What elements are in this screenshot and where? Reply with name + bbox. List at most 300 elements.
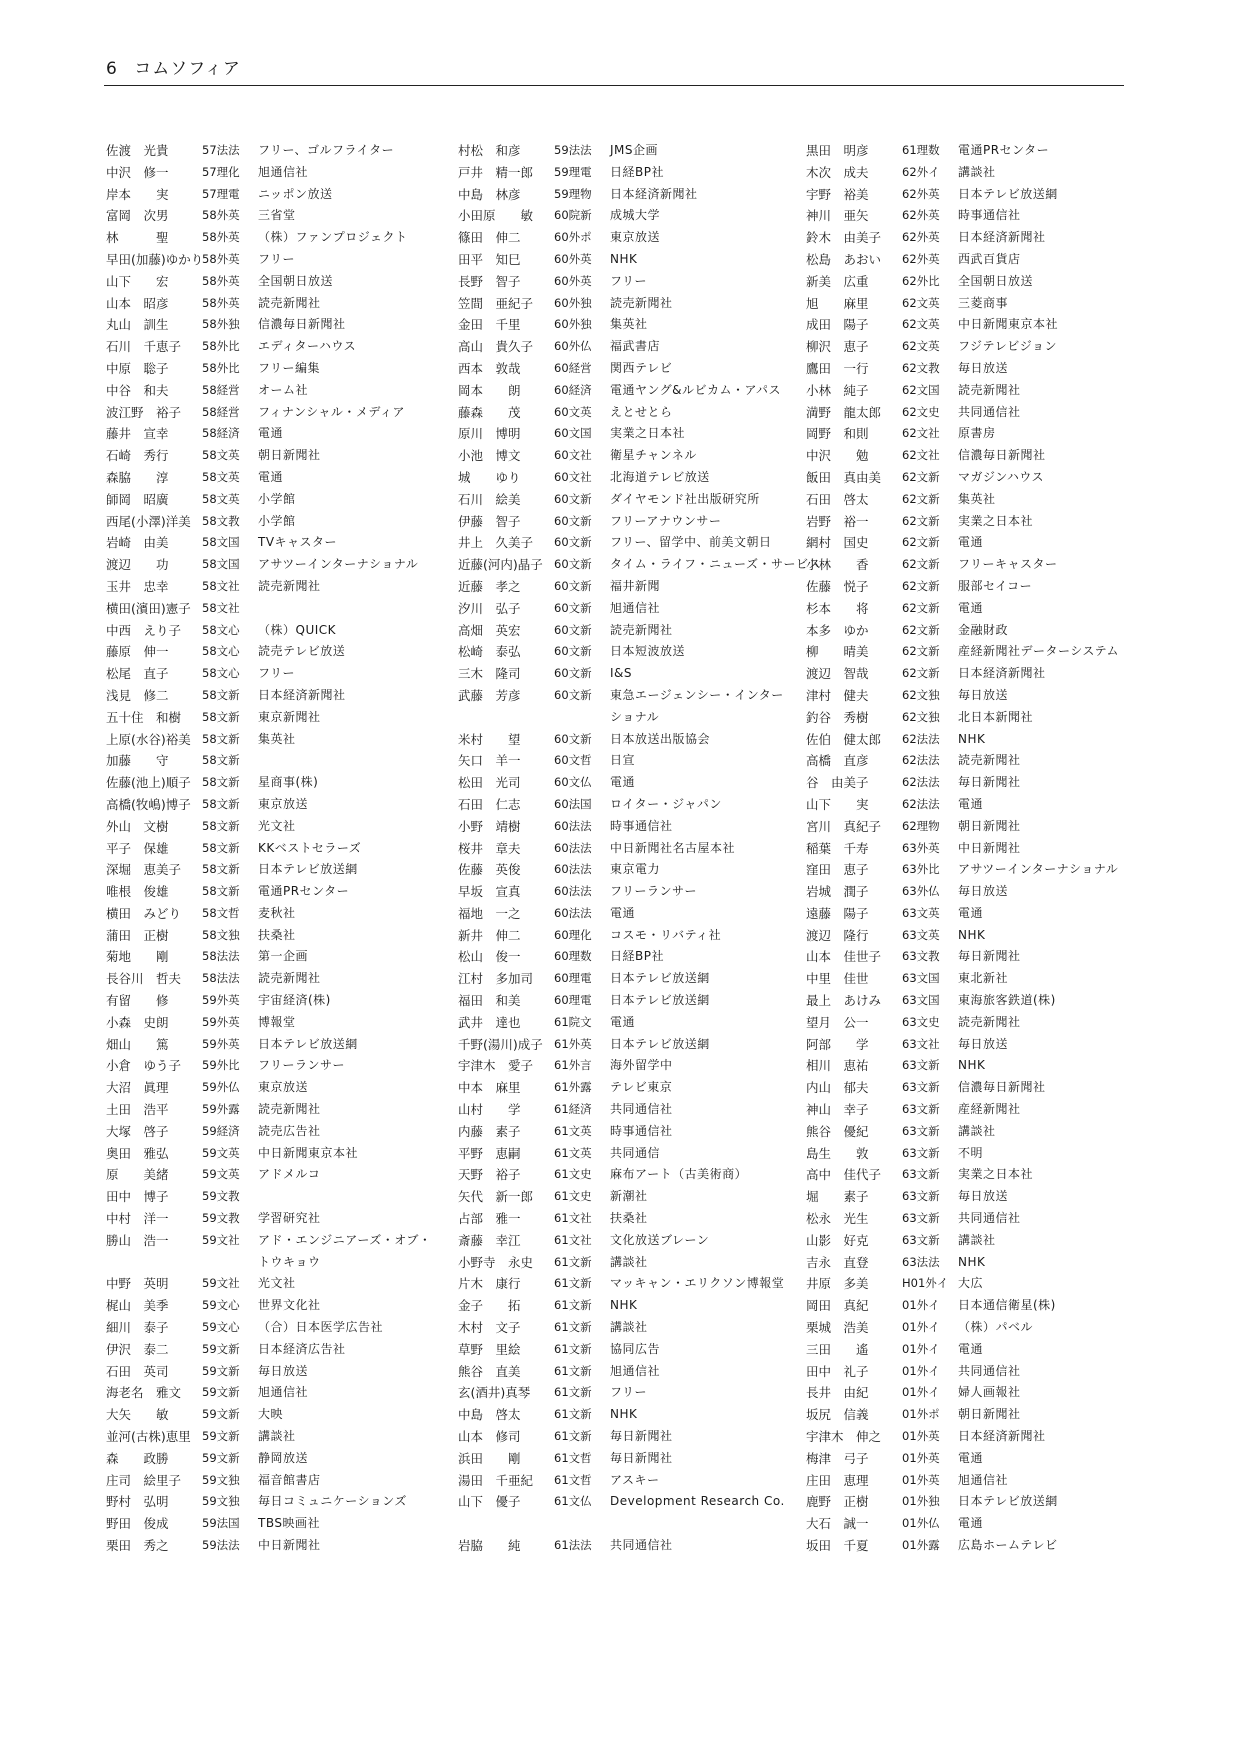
class-year: 60外独: [554, 295, 592, 310]
alumni-name: 近藤(河内)晶子: [458, 557, 543, 573]
employer: 電通: [958, 1341, 984, 1356]
employer: 電通: [958, 1516, 984, 1531]
alumni-name: 鹿野 正樹: [806, 1494, 869, 1510]
alumni-name: 蒲田 正樹: [106, 927, 169, 943]
employer: 読売新聞社: [258, 971, 321, 986]
class-year: 58文新: [202, 731, 240, 746]
alumni-name: 細川 泰子: [106, 1320, 169, 1336]
alumni-name: 大矢 敏: [106, 1407, 169, 1423]
class-year: 01外英: [902, 1429, 940, 1444]
class-year: 63外仏: [902, 884, 940, 899]
alumni-name: 中沢 修一: [106, 164, 169, 180]
class-year: 01外仏: [902, 1516, 940, 1531]
alumni-name: 森脇 淳: [106, 469, 169, 485]
employer: 中日新聞社: [958, 840, 1021, 855]
alumni-name: 中本 麻里: [458, 1080, 521, 1096]
alumni-name: 阿部 学: [806, 1036, 869, 1052]
alumni-name: 原 美緒: [106, 1167, 169, 1183]
employer: 産経新聞社データーシステム: [958, 644, 1120, 659]
employer: 電通: [610, 1014, 636, 1029]
class-year: 62文新: [902, 600, 940, 615]
alumni-name: 中谷 和夫: [106, 382, 169, 398]
employer: トウキョウ: [258, 1254, 321, 1269]
alumni-name: 柳沢 恵子: [806, 339, 869, 355]
employer: 広島ホームテレビ: [958, 1538, 1058, 1552]
alumni-name: 松尾 直子: [106, 666, 169, 682]
employer: 毎日放送: [958, 360, 1009, 375]
alumni-name: 柳 晴美: [806, 644, 869, 660]
alumni-name: 村松 和彦: [458, 143, 521, 158]
class-year: 62文社: [902, 426, 940, 441]
class-year: 63法法: [902, 1254, 940, 1269]
class-year: 60文新: [554, 644, 592, 659]
class-year: 59文心: [202, 1320, 240, 1335]
employer: 講談社: [610, 1254, 648, 1269]
alumni-name: 中村 洋一: [106, 1211, 169, 1227]
employer: フリーランサー: [610, 884, 698, 899]
employer: 電通: [958, 600, 984, 615]
alumni-name: 山本 佳世子: [806, 949, 882, 965]
class-year: 58文新: [202, 709, 240, 724]
employer: 三菱商事: [958, 295, 1009, 310]
class-year: 61文新: [554, 1407, 592, 1422]
employer: 服部セイコー: [958, 578, 1033, 593]
employer: TVキャスター: [258, 535, 338, 550]
alumni-name: 富岡 次男: [106, 208, 169, 224]
class-year: 62文新: [902, 491, 940, 506]
class-year: 01外英: [902, 1472, 940, 1487]
alumni-name: 江村 多加司: [458, 971, 534, 987]
class-year: 62文新: [902, 666, 940, 681]
class-year: 58外比: [202, 339, 240, 354]
employer: I&S: [610, 666, 633, 681]
employer: 日本経済新聞社: [258, 687, 346, 702]
employer: 世界文化社: [258, 1298, 321, 1313]
employer: マッキャン・エリクソン博報堂: [610, 1276, 785, 1291]
class-year: 61外言: [554, 1058, 592, 1073]
employer: 東京電力: [610, 862, 661, 877]
employer: フリーランサー: [258, 1058, 346, 1073]
alumni-name: 山影 好克: [806, 1232, 869, 1248]
class-year: 01外イ: [902, 1341, 940, 1356]
employer: NHK: [610, 1407, 638, 1422]
alumni-name: 最上 あけみ: [806, 993, 882, 1009]
alumni-name: 高中 佳代子: [806, 1167, 882, 1183]
employer: フリーアナウンサー: [610, 513, 722, 528]
class-year: 59外英: [202, 1014, 240, 1029]
alumni-name: 坂尻 信義: [806, 1407, 869, 1423]
alumni-name: 矢代 新一郎: [458, 1189, 534, 1205]
employer: ニッポン放送: [258, 186, 333, 201]
alumni-name: 金子 拓: [458, 1298, 521, 1314]
page-header: [106, 54, 241, 79]
employer: 中日新聞社名古屋本社: [610, 840, 736, 855]
class-year: 60経済: [554, 382, 592, 397]
class-year: 63文新: [902, 1080, 940, 1095]
class-year: 59外仏: [202, 1080, 240, 1095]
class-year: 58文哲: [202, 905, 240, 920]
employer: TBS映画社: [258, 1516, 320, 1531]
alumni-name: 宇津木 愛子: [458, 1058, 534, 1074]
alumni-name: 笠間 亜紀子: [458, 295, 534, 311]
employer: 旭通信社: [258, 1385, 309, 1400]
employer: 静岡放送: [258, 1450, 309, 1465]
alumni-name: 小野寺 永史: [458, 1254, 534, 1270]
alumni-name: 栗城 浩美: [806, 1320, 869, 1336]
alumni-name: 田平 知巳: [458, 251, 521, 267]
alumni-name: 鈴木 由美子: [806, 230, 882, 246]
employer: 読売広告社: [258, 1123, 321, 1138]
employer: （株）ファンプロジェクト: [258, 230, 408, 245]
alumni-name: 三木 隆司: [458, 666, 521, 682]
employer: 日本テレビ放送網: [958, 186, 1058, 201]
class-year: 58文社: [202, 578, 240, 593]
class-year: 60文英: [554, 404, 592, 419]
class-year: 62文社: [902, 448, 940, 463]
employer: 実業之日本社: [958, 1167, 1034, 1182]
alumni-name: 外山 文樹: [106, 818, 169, 834]
alumni-name: 斎藤 幸江: [458, 1232, 521, 1248]
alumni-name: 長野 智子: [458, 273, 521, 289]
employer: 読売新聞社: [958, 753, 1021, 768]
class-year: 61文社: [554, 1211, 592, 1226]
alumni-name: 小倉 ゆう子: [106, 1058, 182, 1074]
class-year: 63文英: [902, 905, 940, 920]
employer: 光文社: [258, 818, 296, 833]
class-year: 61文社: [554, 1232, 592, 1247]
employer: 小学館: [258, 513, 296, 528]
employer: 福井新聞: [610, 578, 661, 593]
alumni-name: 海老名 雅文: [106, 1385, 182, 1401]
class-year: 58文社: [202, 600, 240, 615]
class-year: 62外英: [902, 251, 940, 266]
employer: 星商事(株): [258, 775, 319, 790]
employer: 成城大学: [610, 208, 661, 223]
class-year: 60外英: [554, 251, 592, 266]
class-year: 60法国: [554, 796, 592, 811]
class-year: 63文新: [902, 1232, 940, 1247]
employer: 毎日放送: [958, 687, 1009, 702]
alumni-name: 石川 千恵子: [106, 339, 182, 355]
alumni-name: 岡本 朗: [458, 382, 521, 398]
class-year: 62文英: [902, 295, 940, 310]
class-year: 60文社: [554, 448, 592, 463]
alumni-name: 佐伯 健太郎: [806, 731, 882, 747]
employer: アサツーインターナショナル: [958, 862, 1119, 877]
alumni-name: 内藤 素子: [458, 1123, 521, 1139]
employer: 光文社: [258, 1276, 296, 1291]
class-year: 59文教: [202, 1189, 240, 1204]
alumni-name: 早田(加藤)ゆかり: [106, 251, 204, 267]
class-year: 58文独: [202, 927, 240, 942]
class-year: 62法法: [902, 753, 940, 768]
alumni-name: 玉井 忠幸: [106, 578, 169, 594]
employer: 共同通信社: [610, 1538, 673, 1552]
alumni-name: 神山 幸子: [806, 1102, 869, 1118]
header-rule: [104, 85, 1124, 86]
class-year: 01外イ: [902, 1363, 940, 1378]
class-year: 60文新: [554, 731, 592, 746]
class-year: 61外英: [554, 1036, 592, 1051]
employer: 時事通信社: [958, 208, 1021, 223]
alumni-name: 小林 純子: [806, 382, 869, 398]
alumni-name: 中里 佳世: [806, 971, 869, 987]
employer: 日本経済新聞社: [958, 230, 1046, 245]
alumni-name: 大沼 眞理: [106, 1080, 169, 1096]
employer: 信濃毎日新聞社: [958, 1080, 1046, 1095]
employer: ショナル: [610, 709, 660, 724]
employer: 東急エージェンシー・インター: [610, 687, 784, 702]
class-year: 59外比: [202, 1058, 240, 1073]
class-year: 60文新: [554, 557, 592, 572]
employer: 日本テレビ放送網: [610, 1036, 710, 1051]
alumni-name: 岩脇 純: [458, 1538, 521, 1553]
alumni-name: 石川 絵美: [458, 491, 521, 507]
class-year: 59文独: [202, 1494, 240, 1509]
employer: 電通: [258, 426, 284, 441]
alumni-name: 坂田 千夏: [806, 1538, 869, 1553]
employer: 電通: [958, 905, 984, 920]
alumni-name: 畑山 篤: [106, 1036, 169, 1052]
employer: フリー、ゴルフライター: [258, 143, 395, 157]
employer: ロイター・ジャパン: [610, 796, 722, 811]
alumni-name: 松田 光司: [458, 775, 521, 791]
alumni-name: 内山 郁夫: [806, 1080, 869, 1096]
class-year: 63文新: [902, 1145, 940, 1160]
class-year: 58文心: [202, 644, 240, 659]
alumni-name: 藤森 茂: [458, 404, 521, 420]
employer: NHK: [610, 251, 638, 266]
alumni-name: 岸本 実: [106, 186, 169, 202]
alumni-name: 武井 達也: [458, 1014, 521, 1030]
class-year: 58文国: [202, 535, 240, 550]
alumni-name: 片木 康行: [458, 1276, 521, 1292]
class-year: 63文新: [902, 1167, 940, 1182]
employer: タイム・ライフ・ニューズ・サービス: [610, 557, 821, 572]
employer: 小学館: [258, 491, 296, 506]
employer: 電通: [258, 469, 284, 484]
alumni-name: 佐藤 英俊: [458, 862, 521, 878]
employer: 講談社: [958, 1123, 996, 1138]
alumni-name: 横田 みどり: [106, 905, 182, 921]
class-year: 62法法: [902, 775, 940, 790]
employer: フリー、留学中、前美文朝日: [610, 535, 772, 550]
class-year: 63文史: [902, 1014, 940, 1029]
class-year: 59文新: [202, 1385, 240, 1400]
class-year: 58文英: [202, 469, 240, 484]
alumni-name: 岩崎 由美: [106, 535, 169, 551]
class-year: 61文史: [554, 1189, 592, 1204]
alumni-name: 田中 礼子: [806, 1363, 869, 1379]
alumni-name: 桜井 章夫: [458, 840, 521, 856]
alumni-name: 松崎 泰弘: [458, 644, 521, 660]
class-year: 60法法: [554, 840, 592, 855]
employer: 宇宙経済(株): [258, 993, 331, 1008]
class-year: 60外仏: [554, 339, 592, 354]
alumni-name: 佐藤 悦子: [806, 578, 869, 594]
employer: コスモ・リバティ社: [610, 927, 722, 942]
class-year: 01外露: [902, 1538, 940, 1552]
class-year: 01外ポ: [902, 1407, 940, 1422]
employer: 日宣: [610, 753, 636, 768]
class-year: 59外英: [202, 993, 240, 1008]
employer: 電通: [958, 1450, 984, 1465]
alumni-name: 武藤 芳彦: [458, 687, 521, 703]
alumni-name: 近藤 孝之: [458, 578, 521, 594]
alumni-name: 岩野 裕一: [806, 513, 869, 529]
alumni-name: 梶山 美季: [106, 1298, 169, 1314]
alumni-name: 金田 千里: [458, 317, 521, 333]
class-year: 62文新: [902, 513, 940, 528]
class-year: 01外英: [902, 1450, 940, 1465]
employer: 毎日新聞社: [610, 1429, 673, 1444]
employer: 東京新聞社: [258, 709, 321, 724]
alumni-name: 小田原 敏: [458, 208, 534, 224]
alumni-name: 成田 陽子: [806, 317, 869, 333]
alumni-name: 木村 文子: [458, 1320, 521, 1336]
employer: 電通: [958, 535, 984, 550]
class-year: 63文国: [902, 971, 940, 986]
employer: エディターハウス: [258, 339, 357, 354]
employer: 東京放送: [610, 230, 661, 245]
class-year: 57理電: [202, 186, 240, 201]
employer: 実業之日本社: [610, 426, 686, 441]
employer: 電通: [610, 905, 636, 920]
class-year: 62法法: [902, 731, 940, 746]
employer: 衛星チャンネル: [610, 448, 697, 463]
employer: 日本短波放送: [610, 644, 686, 659]
alumni-name: 石田 英司: [106, 1363, 169, 1379]
class-year: 61外露: [554, 1080, 592, 1095]
employer: 全国朝日放送: [258, 273, 334, 288]
alumni-name: 渡辺 功: [106, 557, 169, 573]
class-year: 60文新: [554, 535, 592, 550]
class-year: 59文新: [202, 1341, 240, 1356]
employer: ダイヤモンド社出版研究所: [610, 491, 760, 506]
alumni-name: 遠藤 陽子: [806, 905, 869, 921]
alumni-name: 中原 聡子: [106, 360, 169, 376]
alumni-name: 飯田 真由美: [806, 469, 882, 485]
employer: 毎日放送: [958, 1189, 1009, 1204]
class-year: 61文仏: [554, 1494, 592, 1509]
class-year: 59文英: [202, 1145, 240, 1160]
class-year: 58文新: [202, 796, 240, 811]
employer: 婦人画報社: [958, 1385, 1021, 1400]
employer: 大映: [258, 1407, 284, 1422]
class-year: 58文教: [202, 513, 240, 528]
employer: 集英社: [958, 491, 996, 506]
alumni-name: 石崎 秀行: [106, 448, 169, 464]
employer: 集英社: [610, 317, 648, 332]
employer: 旭通信社: [958, 1472, 1009, 1487]
class-year: 61院文: [554, 1014, 592, 1029]
employer: 毎日新聞社: [958, 949, 1021, 964]
employer: 日本テレビ放送網: [258, 862, 358, 877]
class-year: 63外比: [902, 862, 940, 877]
alumni-name: 大塚 啓子: [106, 1123, 169, 1139]
alumni-name: 浅見 修二: [106, 687, 169, 703]
class-year: 01外イ: [902, 1385, 940, 1400]
employer: 講談社: [610, 1320, 648, 1335]
employer: 東北新社: [958, 971, 1009, 986]
alumni-name: 早坂 宣真: [458, 884, 521, 900]
class-year: 58外英: [202, 251, 240, 266]
class-year: 58外比: [202, 360, 240, 375]
class-year: 63文新: [902, 1123, 940, 1138]
employer: 読売新聞社: [958, 382, 1021, 397]
class-year: 58経営: [202, 382, 240, 397]
employer: フリー: [258, 251, 296, 266]
alumni-name: 勝山 浩一: [106, 1232, 169, 1248]
class-year: 61文新: [554, 1298, 592, 1313]
class-year: 59経済: [202, 1123, 240, 1138]
alumni-name: 庄司 絵里子: [106, 1472, 182, 1488]
alumni-name: 高畑 英宏: [458, 622, 521, 638]
employer: フリー: [258, 666, 296, 681]
class-year: 60文新: [554, 622, 592, 637]
employer: 東京放送: [258, 1080, 309, 1095]
alumni-name: 矢口 羊一: [458, 753, 521, 769]
class-year: 59文新: [202, 1363, 240, 1378]
employer: NHK: [958, 927, 986, 942]
class-year: 60文新: [554, 513, 592, 528]
alumni-name: 松山 俊一: [458, 949, 521, 965]
class-year: 62法法: [902, 796, 940, 811]
employer: NHK: [958, 731, 986, 746]
employer: 福音館書店: [258, 1472, 321, 1487]
alumni-name: 篠田 伸二: [458, 230, 521, 246]
employer: アサツーインターナショナル: [258, 557, 419, 572]
class-year: 60文哲: [554, 753, 592, 768]
employer: 毎日放送: [958, 1036, 1009, 1051]
class-year: 59文新: [202, 1407, 240, 1422]
employer: 読売新聞社: [958, 1014, 1021, 1029]
employer: 中日新聞東京本社: [258, 1145, 359, 1160]
employer: 信濃毎日新聞社: [258, 317, 346, 332]
alumni-name: 長井 由紀: [806, 1385, 869, 1401]
alumni-name: 西尾(小澤)洋美: [106, 513, 191, 529]
class-year: 59文新: [202, 1450, 240, 1465]
employer: 第一企画: [258, 949, 309, 964]
class-year: 58文新: [202, 775, 240, 790]
employer: 毎日新聞社: [610, 1450, 673, 1465]
alumni-name: 占部 雅一: [458, 1211, 521, 1227]
alumni-name: 井原 多美: [806, 1276, 869, 1292]
alumni-name: 城 ゆり: [458, 469, 521, 485]
employer: アドメルコ: [258, 1167, 321, 1182]
class-year: 60文新: [554, 491, 592, 506]
class-year: 58文新: [202, 862, 240, 877]
class-year: 60外英: [554, 273, 592, 288]
employer: 毎日コミュニケーションズ: [258, 1494, 407, 1509]
alumni-name: 木次 成夫: [806, 164, 869, 180]
class-year: 58文心: [202, 622, 240, 637]
alumni-name: 岡野 和則: [806, 426, 869, 442]
employer: 日本経済新聞社: [958, 1429, 1046, 1444]
class-year: 58文新: [202, 687, 240, 702]
employer: 旭通信社: [258, 164, 309, 179]
alumni-name: 網村 国史: [806, 535, 869, 551]
class-year: 62文新: [902, 535, 940, 550]
employer: 日経BP社: [610, 164, 664, 179]
class-year: 60理数: [554, 949, 592, 964]
employer: 毎日放送: [958, 884, 1009, 899]
employer: アド・エンジニアーズ・オブ・: [258, 1232, 432, 1247]
employer: 毎日放送: [258, 1363, 309, 1378]
alumni-name: 深堀 恵美子: [106, 862, 182, 878]
employer: 共同通信社: [958, 1363, 1021, 1378]
class-year: 59文教: [202, 1211, 240, 1226]
